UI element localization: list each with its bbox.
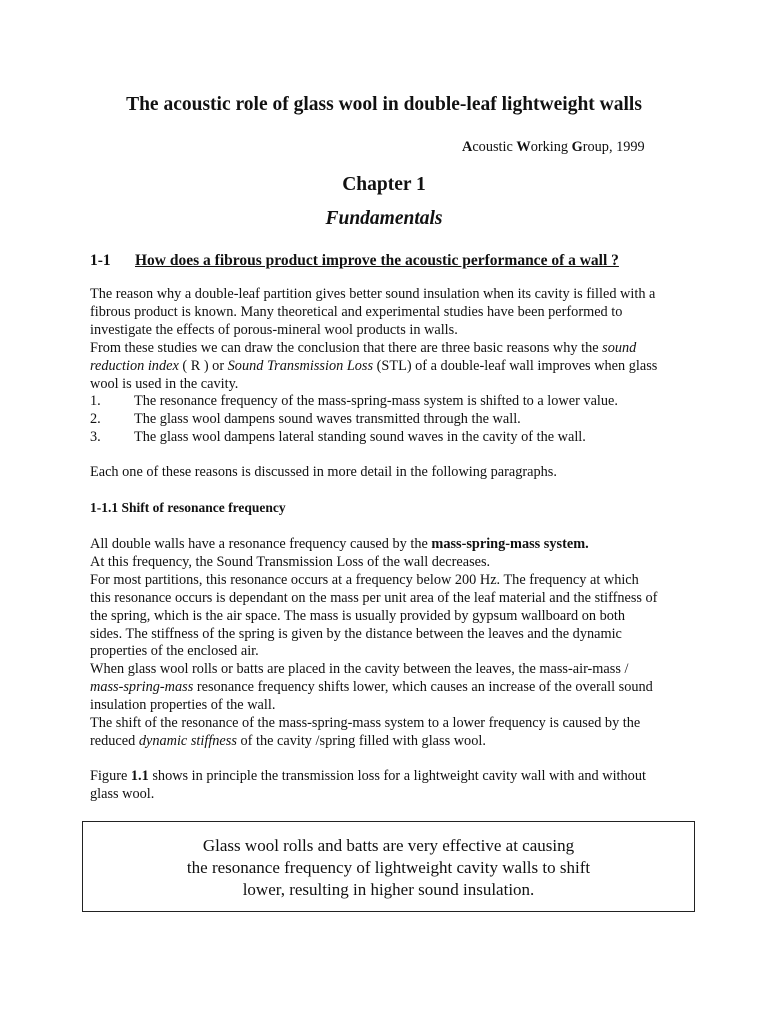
- list-item: 1. The resonance frequency of the mass-spring-mass system is shifted to a lower value.: [90, 393, 618, 410]
- body-paragraph: All double walls have a resonance frequency caused by the mass-spring-mass system. At this frequency, the Sound Transmission Loss of the wall decreases. For most partitions, this resonance occurs at a frequency below 200 Hz. The frequency at which this resonance occurs is dependant on the mass per unit area of the leaf material and the stiffness of the spring, which is the air space. The mass is usually provided by gypsum wallboard on both sides. The stiffness of the spring is given by the distance between the leaves and the dynamic properties of the enclosed air. When glass wool rolls or batts are placed in the cavity between the leaves, the mass-air-mass / mass-spring-mass resonance frequency shifts lower, which causes an increase of the overall sound insulation properties of the wall. The shift of the resonance of the mass-spring-mass system to a lower frequency is caused by the reduced dynamic stiffness of the cavity /spring filled with glass wool.: [90, 536, 658, 749]
- list-item: 3. The glass wool dampens lateral standing sound waves in the cavity of the wall.: [90, 429, 586, 446]
- callout-box: Glass wool rolls and batts are very effective at causing the resonance frequency of lightweight cavity walls to shift lower, resulting in higher sound insulation.: [82, 821, 695, 912]
- section-title: How does a fibrous product improve the acoustic performance of a wall ?: [135, 252, 619, 269]
- chapter-heading: Chapter 1: [342, 174, 426, 195]
- reasons-followup: Each one of these reasons is discussed in more detail in the following paragraphs.: [90, 464, 557, 480]
- intro-paragraph: The reason why a double-leaf partition gives better sound insulation when its cavity is filled with a fibrous product is known. Many theoretical and experimental studies have been performed to investigate the effects of porous-mineral wool products in walls. From these studies we can draw the conclusion that there are three basic reasons why the sound reduction index ( R ) or Sound Transmission Loss (STL) of a double-leaf wall improves when glass wool is used in the cavity. 1. The resonance frequency of the mass-spring-mass system is shifted to a lower value. 2. The glass wool dampens sound waves transmitted through the wall. 3. The glass wool dampens lateral standing sound waves in the cavity of the wall.: [90, 286, 700, 447]
- figure-reference-paragraph: Figure 1.1 shows in principle the transmission loss for a lightweight cavity wall with and without glass wool.: [90, 768, 646, 802]
- subsection-heading: 1-1.1 Shift of resonance frequency: [90, 500, 286, 515]
- section-heading: [90, 252, 710, 270]
- list-item: 2. The glass wool dampens sound waves transmitted through the wall.: [90, 411, 521, 428]
- document-byline: Acoustic Working Group, 1999: [462, 139, 645, 155]
- section-number: 1-1: [90, 252, 111, 269]
- chapter-subtitle: Fundamentals: [325, 208, 443, 229]
- document-title: The acoustic role of glass wool in double-leaf lightweight walls: [126, 94, 642, 115]
